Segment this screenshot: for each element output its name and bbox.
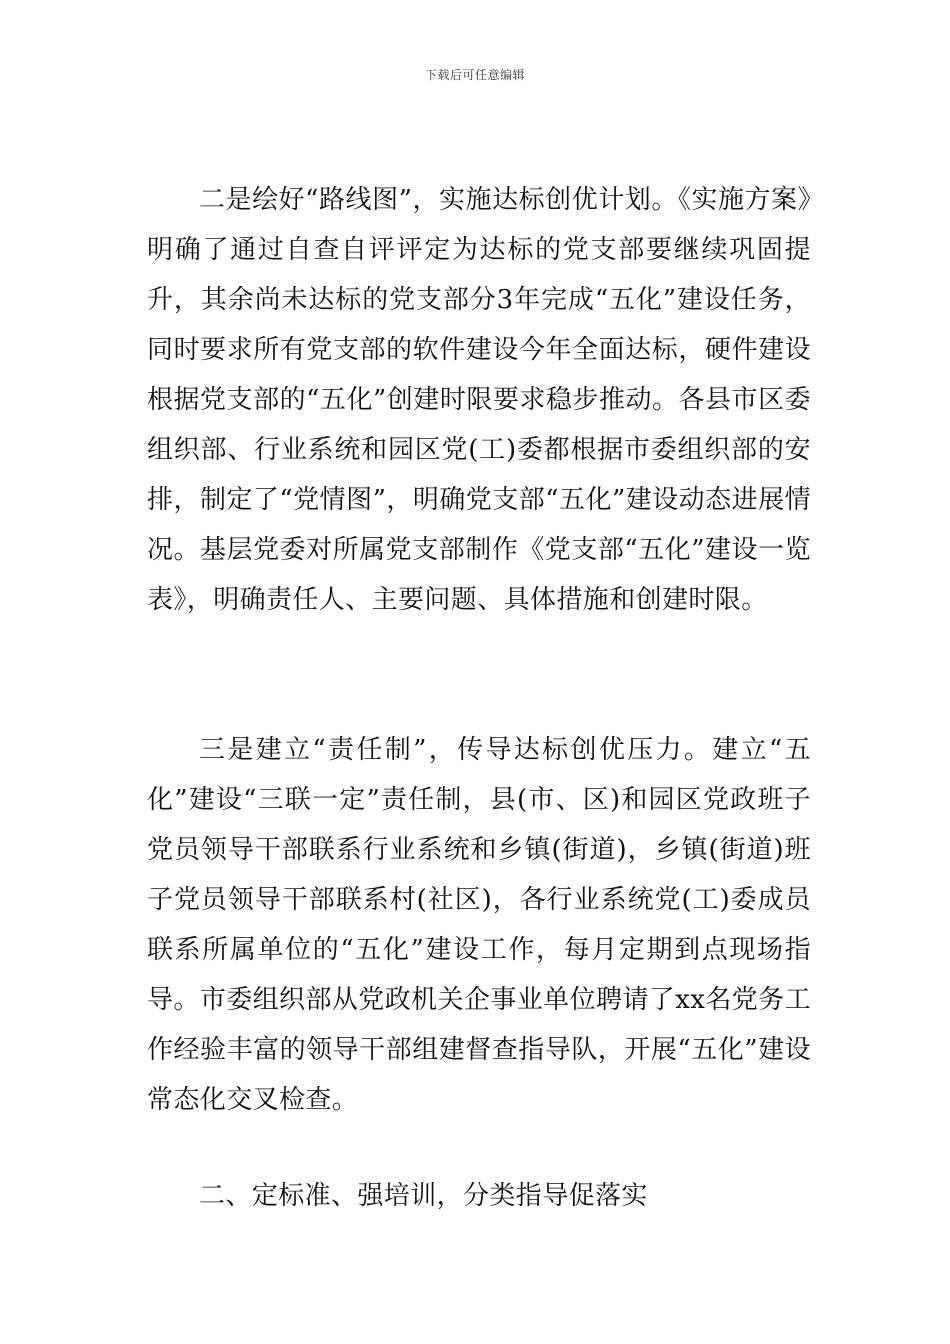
paragraph-roadmap: 二是绘好“路线图”，实施达标创优计划。《实施方案》明确了通过自查自评评定为达标的党支部要继续巩固提升，其余尚未达标的党支部分3年完成“五化”建设任务，同时要求所有党支部的软件建设今年全面达标，硬件建设根据党支部的“五化”创建时限要求稳步推动。各县市区委组织部、行业系统和园区党(工)委都根据市委组织部的安排，制定了“党情图”，明确党支部“五化”建设动态进展情况。基层党委对所属党支部制作《党支部“五化”建设一览表》，明确责任人、主要问题、具体措施和创建时限。 (147, 185, 811, 615)
section-heading: 二、定标准、强培训，分类指导促落实 (199, 1181, 648, 1211)
header-note: 下载后可任意编辑 (424, 68, 525, 82)
paragraph-responsibility: 三是建立“责任制”，传导达标创优压力。建立“五化”建设“三联一定”责任制，县(市、区)和园区党政班子党员领导干部联系行业系统和乡镇(街道)，乡镇(街道)班子党员领导干部联系村(社区)，各行业系统党(工)委成员联系所属单位的“五化”建设工作，每月定期到点现场指导。市委组织部从党政机关企事业单位聘请了xx名党务工作经验丰富的领导干部组建督查指导队，开展“五化”建设常态化交叉检查。 (147, 735, 811, 1115)
